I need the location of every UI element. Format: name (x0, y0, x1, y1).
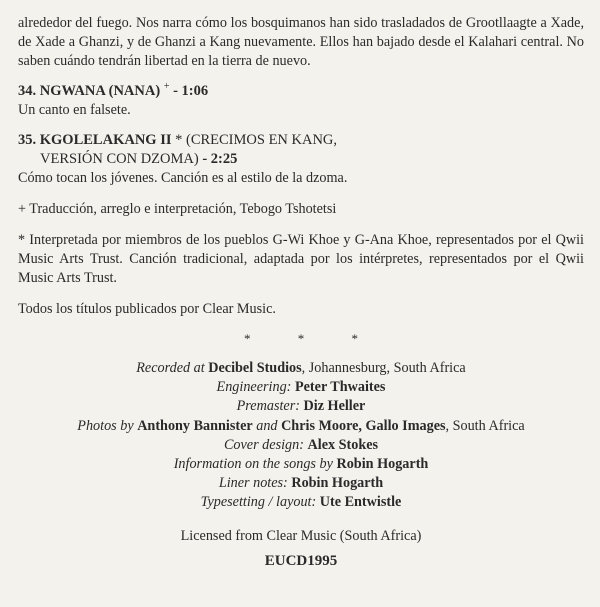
track-number: 35. (18, 132, 37, 148)
credit-name: Chris Moore, Gallo Images (281, 417, 446, 434)
track-mark: * (175, 132, 183, 148)
credit-recorded (18, 359, 584, 378)
credit-engineering (18, 378, 584, 397)
credit-rest: , South Africa (445, 417, 525, 434)
license-line: Licensed from Clear Music (South Africa) (180, 527, 422, 544)
credit-cover (18, 436, 584, 455)
credit-conjunction: by (319, 456, 333, 473)
credit-role: Premaster: (236, 398, 300, 415)
credit-info (18, 455, 584, 474)
credit-role: Photos by (77, 417, 134, 434)
note-rights: Todos los títulos publicados por Clear Music. (18, 301, 276, 317)
credits-block (18, 359, 584, 513)
track-35-heading-cont (18, 150, 584, 169)
credit-role: Information on the songs (173, 456, 316, 473)
section-separator (18, 331, 584, 347)
catalog-number: EUCD1995 (264, 552, 338, 569)
track-subtitle-line2: VERSIÓN CON DZOMA) (40, 151, 199, 167)
intro-paragraph: alrededor del fuego. Nos narra cómo los bosquimanos han sido trasladados de Grootllaagte a Xade, de Xade a Ghanzi, y de Ghanzi a Kang nuevamente. Ellos han bajado desde el Kalahari central. No saben cuándo tendrán libertad en la tierra de nuevo. (18, 15, 584, 69)
separator-star: * (297, 331, 305, 346)
credit-role: Liner notes: (218, 475, 288, 492)
track-34-heading (18, 82, 584, 101)
track-subtitle-line1: (CRECIMOS EN KANG, (185, 132, 338, 148)
credit-name: Ute Entwistle (319, 494, 402, 511)
note-plus: + Traducción, arreglo e interpretación, Tebogo Tshotetsi (18, 201, 337, 217)
credit-role: Cover design: (223, 436, 304, 453)
track-35-heading (18, 131, 584, 150)
separator-star: * (351, 331, 358, 346)
credit-name: Diz Heller (303, 398, 366, 415)
credit-role: Engineering: (216, 379, 292, 396)
credit-name: Peter Thwaites (294, 379, 386, 396)
credit-typesetting (18, 493, 584, 512)
track-title: KGOLELAKANG II (39, 132, 172, 148)
credit-role: Recorded at (136, 360, 205, 376)
liner-notes-page (18, 14, 584, 570)
credit-name: Alex Stokes (307, 436, 379, 453)
track-title: NGWANA (NANA) (39, 83, 161, 99)
track-mark: + (163, 81, 170, 93)
credit-name: Anthony Bannister (137, 417, 253, 434)
credit-conjunction: and (256, 417, 278, 434)
credit-role: Typesetting / layout: (200, 494, 317, 511)
track-34 (18, 82, 584, 120)
separator-star: * (244, 331, 251, 346)
credit-rest: , Johannesburg, South Africa (301, 360, 466, 376)
credit-name: Robin Hogarth (291, 475, 384, 492)
track-duration: - 2:25 (202, 151, 238, 167)
track-number: 34. (18, 83, 37, 99)
credit-name: Decibel Studios (208, 360, 302, 376)
track-34-description: Un canto en falsete. (18, 102, 131, 118)
credit-name: Robin Hogarth (336, 456, 429, 473)
track-35 (18, 131, 584, 188)
credit-premaster (18, 397, 584, 416)
credit-liner (18, 474, 584, 493)
track-duration: - 1:06 (173, 83, 209, 99)
track-35-description: Cómo tocan los jóvenes. Canción es al estilo de la dzoma. (18, 170, 348, 186)
credit-photos (18, 417, 584, 436)
note-star: * Interpretada por miembros de los pueblos G-Wi Khoe y G-Ana Khoe, representados por el Qwii Music Arts Trust. Canción tradicional, adaptada por los intérpretes, representados por el Qwii Music Arts Trust. (18, 232, 584, 286)
